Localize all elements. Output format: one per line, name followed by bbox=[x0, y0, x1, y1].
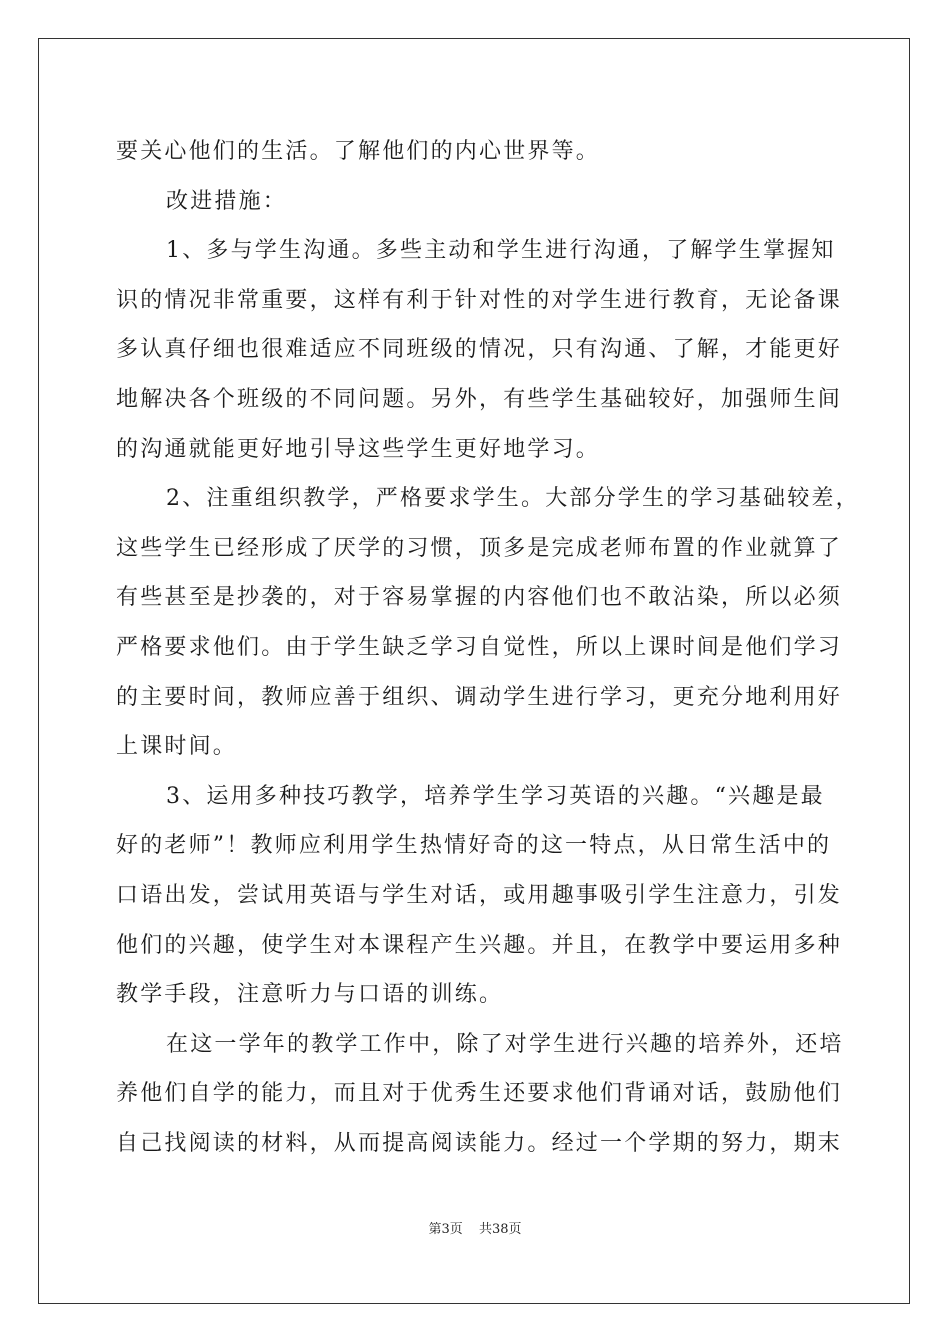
text-line: 的主要时间，教师应善于组织、调动学生进行学习，更充分地利用好 bbox=[116, 684, 843, 710]
text-line: 教学手段，注意听力与口语的训练。 bbox=[116, 982, 504, 1008]
text-line: 这些学生已经形成了厌学的习惯，顶多是完成老师布置的作业就算了 bbox=[116, 535, 843, 561]
page-total: 共38页 bbox=[478, 1222, 522, 1237]
text-line: 识的情况非常重要，这样有利于针对性的对学生进行教育，无论备课 bbox=[116, 287, 843, 313]
text-line: 3、运用多种技巧教学，培养学生学习英语的兴趣。“兴趣是最 bbox=[166, 783, 825, 809]
text-line: 地解决各个班级的不同问题。另外，有些学生基础较好，加强师生间 bbox=[116, 386, 843, 412]
text-line: 2、注重组织教学，严格要求学生。大部分学生的学习基础较差， bbox=[166, 486, 860, 512]
text-line: 的沟通就能更好地引导这些学生更好地学习。 bbox=[116, 436, 601, 462]
text-line: 好的老师”！教师应利用学生热情好奇的这一特点，从日常生活中的 bbox=[116, 833, 832, 859]
text-line: 口语出发，尝试用英语与学生对话，或用趣事吸引学生注意力，引发 bbox=[116, 882, 843, 908]
text-line: 养他们自学的能力，而且对于优秀生还要求他们背诵对话，鼓励他们 bbox=[116, 1081, 843, 1107]
text-line: 1、多与学生沟通。多些主动和学生进行沟通，了解学生掌握知 bbox=[166, 238, 836, 264]
text-line: 有些甚至是抄袭的，对于容易掌握的内容他们也不敢沾染，所以必须 bbox=[116, 585, 843, 611]
text-line: 他们的兴趣，使学生对本课程产生兴趣。并且，在教学中要运用多种 bbox=[116, 932, 843, 958]
text-line: 多认真仔细也很难适应不同班级的情况，只有沟通、了解，才能更好 bbox=[116, 337, 843, 363]
text-line: 要关心他们的生活。了解他们的内心世界等。 bbox=[116, 139, 601, 164]
text-line: 自己找阅读的材料，从而提高阅读能力。经过一个学期的努力，期末 bbox=[116, 1130, 843, 1156]
document-body bbox=[116, 127, 860, 1168]
text-line: 上课时间。 bbox=[116, 734, 238, 760]
text-line: 改进措施： bbox=[166, 188, 288, 214]
page-footer bbox=[0, 1218, 950, 1237]
text-line: 严格要求他们。由于学生缺乏学习自觉性，所以上课时间是他们学习 bbox=[116, 634, 843, 660]
page-number: 第3页 bbox=[428, 1222, 463, 1237]
text-line: 在这一学年的教学工作中，除了对学生进行兴趣的培养外，还培 bbox=[166, 1031, 844, 1057]
